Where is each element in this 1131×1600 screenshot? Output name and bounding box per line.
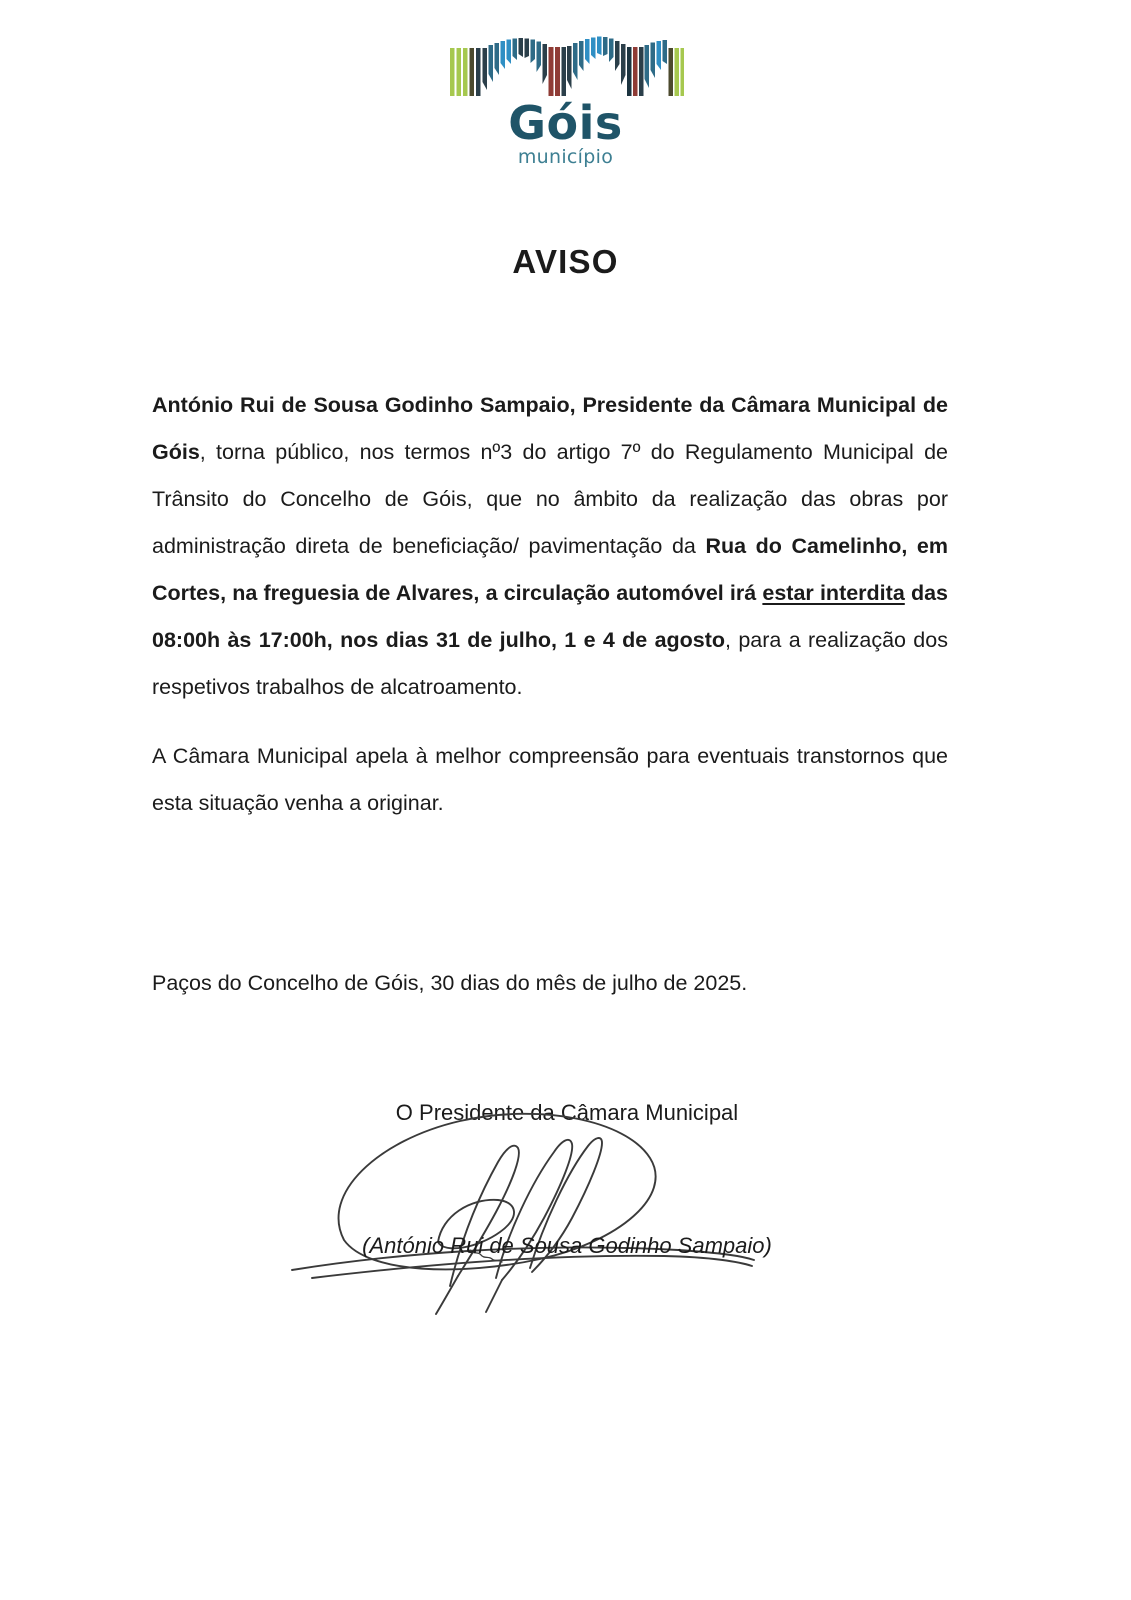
municipality-logo	[0, 34, 1131, 167]
notice-schedule: das 08:00h às 17:00h, nos dias 31 de julho, 1 e 4 de agosto	[152, 581, 948, 652]
signature-role-title: O Presidente da Câmara Municipal	[395, 1100, 739, 1125]
gois-bridge-logo-icon	[448, 34, 684, 96]
paragraph-notice	[152, 382, 948, 711]
place-and-date: Paços do Concelho de Góis, 30 dias do mês de julho de 2025.	[152, 971, 748, 995]
notice-president-name: António Rui de Sousa Godinho Sampaio, Presidente da Câmara Municipal de Góis	[152, 393, 948, 464]
logo-wordmark: Góis	[508, 96, 623, 150]
page-title: AVISO	[512, 243, 619, 280]
logo-subtitle: município	[517, 146, 614, 168]
notice-location: Rua do Camelinho, em Cortes, na freguesia de Alvares, a circulação automóvel irá	[152, 534, 948, 605]
notice-legal-basis: , torna público, nos termos nº3 do artigo 7º do Regulamento Municipal de Trânsito do Concelho de Góis, que no âmbito da realização das obras por administração direta de beneficiação/ pavimentação da	[152, 440, 948, 558]
signature-block	[152, 1090, 982, 1320]
signature-name: (António Rui de Sousa Godinho Sampaio)	[362, 1233, 772, 1258]
document-body	[152, 382, 948, 827]
paragraph-apology: A Câmara Municipal apela à melhor compreensão para eventuais transtornos que esta situação venha a originar.	[152, 744, 948, 815]
notice-closure-emphasis: estar interdita	[762, 581, 905, 605]
notice-works-purpose: , para a realização dos respetivos trabalhos de alcatroamento.	[152, 628, 948, 699]
